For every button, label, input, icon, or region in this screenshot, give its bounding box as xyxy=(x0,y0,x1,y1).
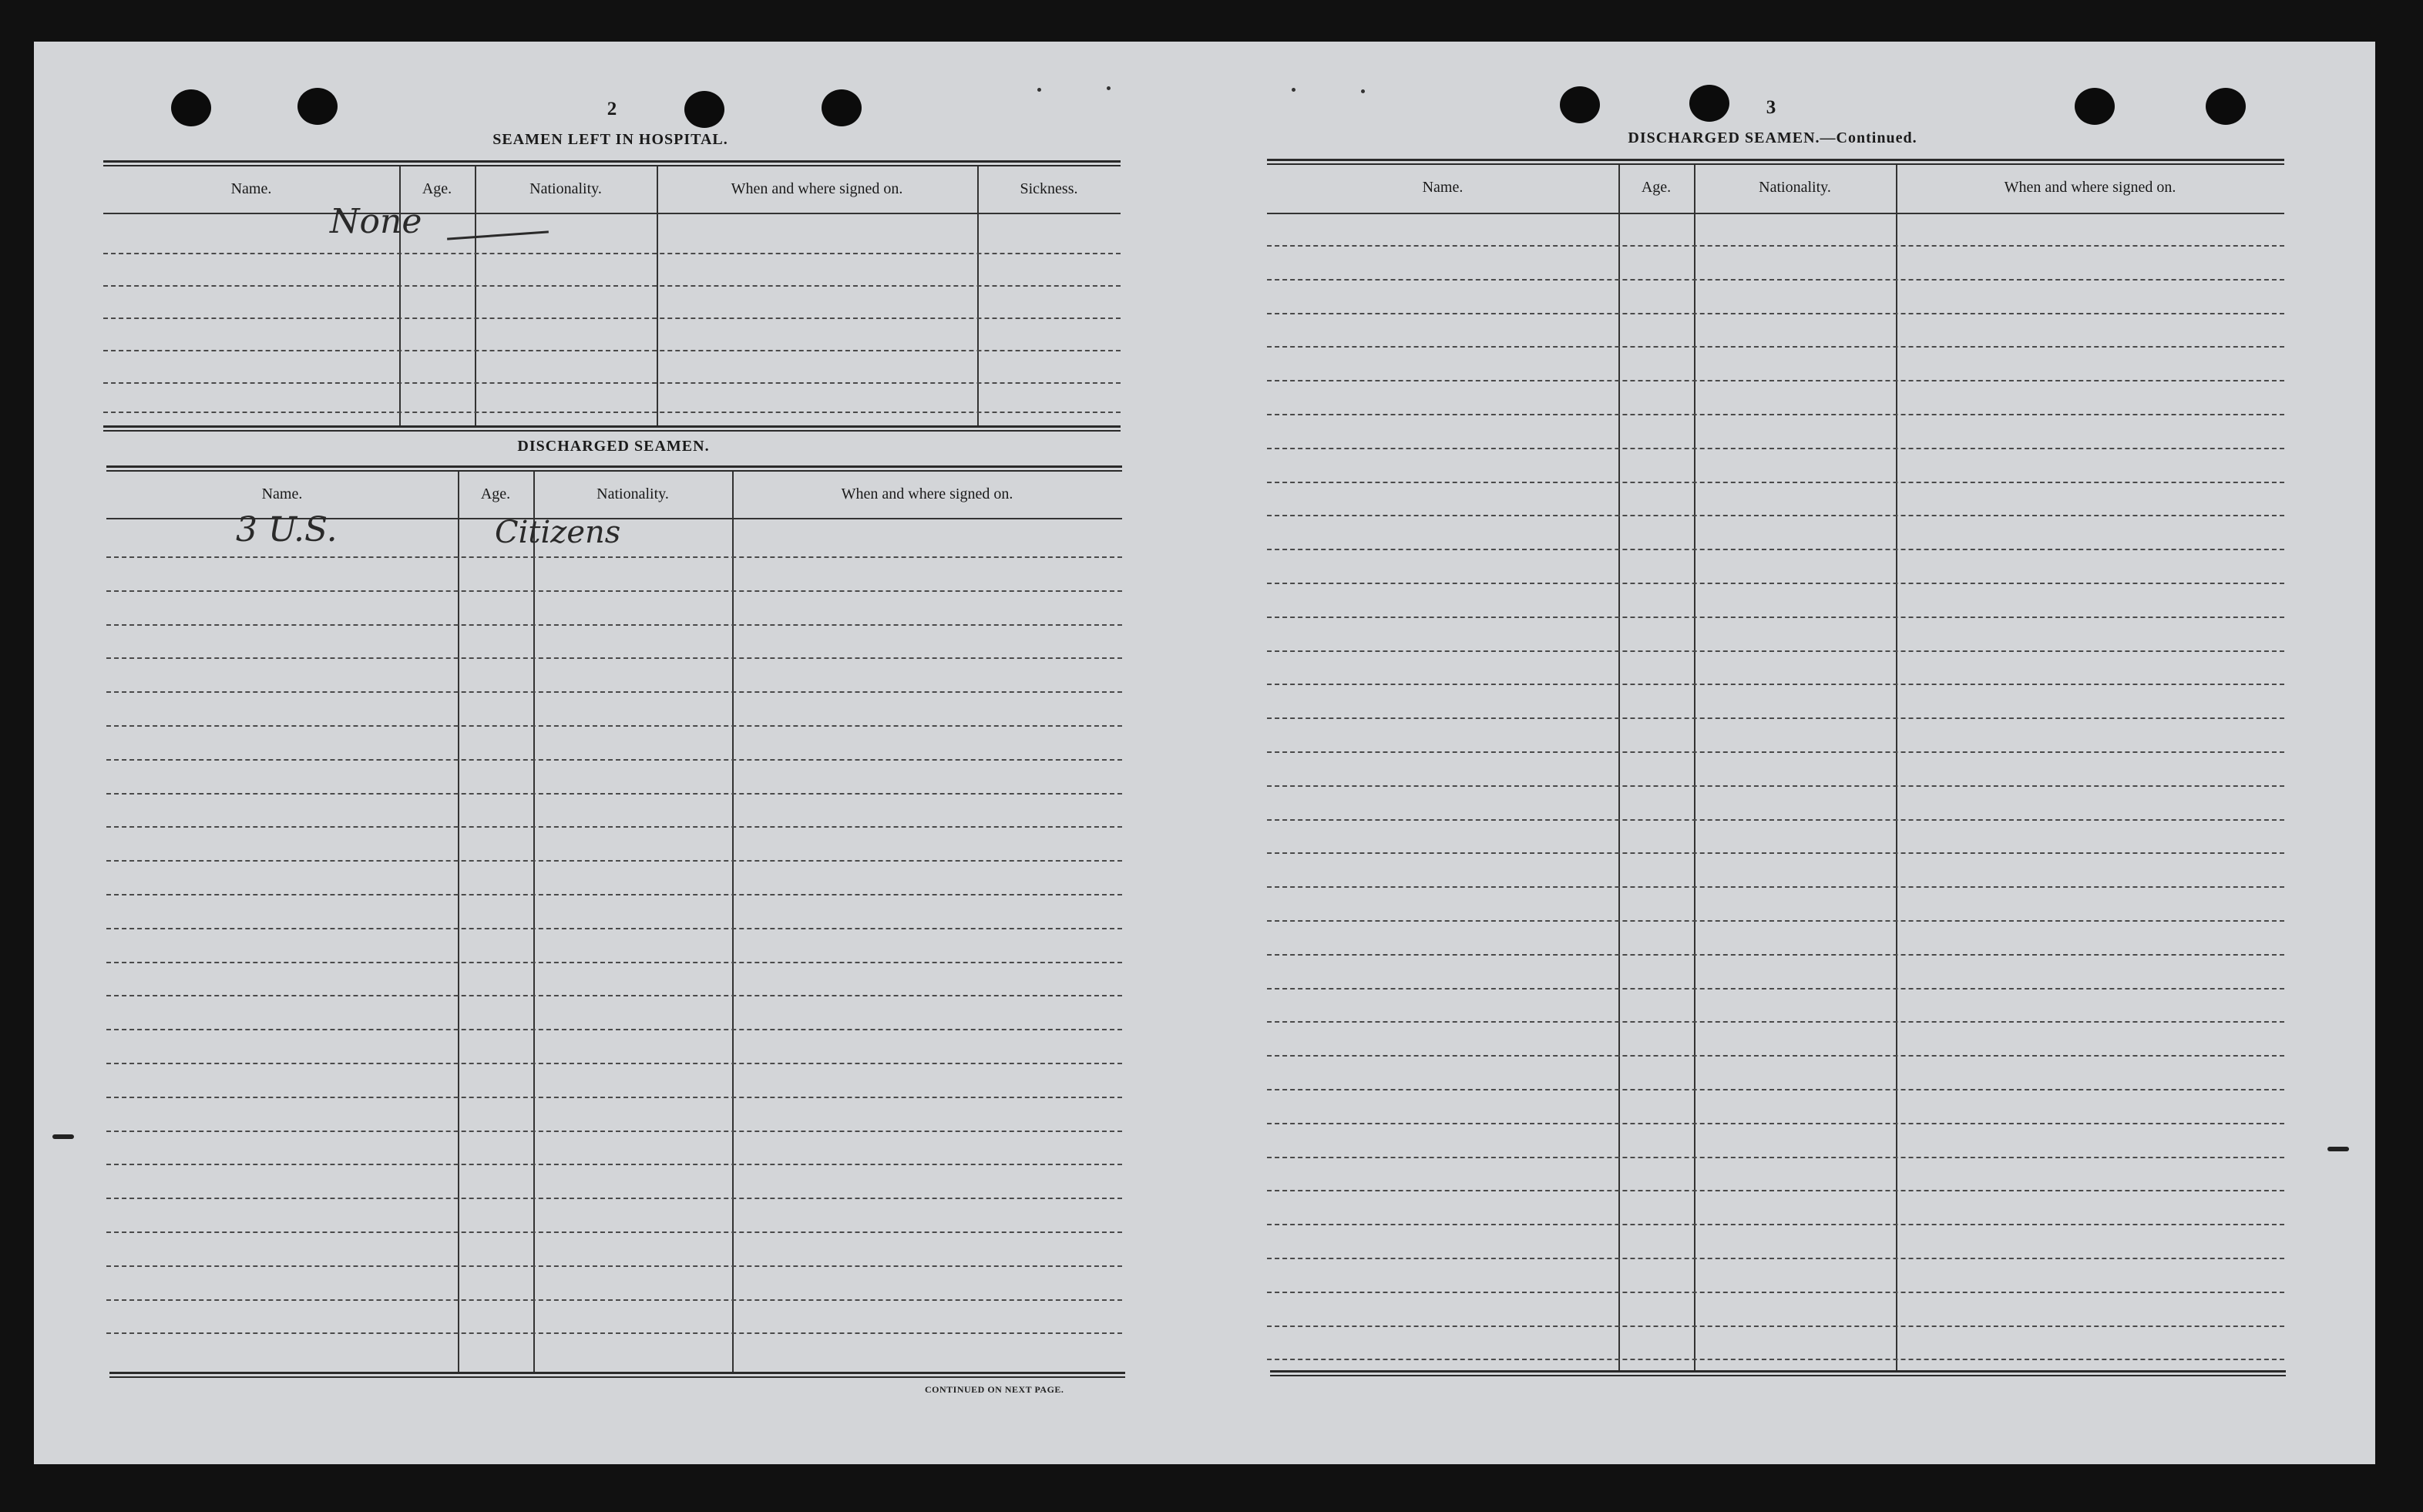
punch-hole xyxy=(1689,85,1729,122)
entry-line xyxy=(1267,1258,2284,1259)
handwritten-nationality: Citizens xyxy=(495,515,621,550)
entry-line xyxy=(106,725,1122,727)
entry-line xyxy=(106,691,1122,693)
entry-line xyxy=(106,759,1122,761)
entry-line xyxy=(103,253,1121,254)
entry-line xyxy=(1267,717,2284,719)
entry-line xyxy=(1267,1123,2284,1124)
entry-line xyxy=(1267,482,2284,483)
col-header-age: Age. xyxy=(480,486,511,502)
entry-line xyxy=(1267,650,2284,652)
entry-line xyxy=(1267,819,2284,821)
col-header-signed-on: When and where signed on. xyxy=(841,486,1013,502)
col-header-name: Name. xyxy=(261,486,303,502)
entry-line xyxy=(106,860,1122,862)
entry-line xyxy=(1267,1224,2284,1225)
table-bottom-rule xyxy=(103,425,1121,432)
col-header-nationality: Nationality. xyxy=(1759,179,1831,196)
entry-line xyxy=(1267,346,2284,348)
entry-line xyxy=(1267,954,2284,956)
entry-line xyxy=(106,1164,1122,1165)
entry-line xyxy=(1267,1089,2284,1090)
col-header-signed-on: When and where signed on. xyxy=(2004,179,2176,196)
speck xyxy=(1361,89,1365,93)
punch-hole xyxy=(2206,88,2246,125)
table-top-rule xyxy=(103,160,1121,166)
entry-line xyxy=(106,556,1122,558)
entry-line xyxy=(106,928,1122,929)
entry-line xyxy=(106,995,1122,996)
punch-hole xyxy=(684,91,724,128)
table-top-rule xyxy=(106,465,1122,472)
table-bottom-rule xyxy=(109,1372,1125,1378)
header-rule xyxy=(103,213,1121,214)
col-header-sickness: Sickness. xyxy=(1020,180,1078,197)
col-header-age: Age. xyxy=(1641,179,1672,196)
column-divider xyxy=(533,472,535,1373)
table-bottom-rule xyxy=(1270,1370,2286,1376)
entry-line xyxy=(1267,448,2284,449)
entry-line xyxy=(106,590,1122,592)
entry-line xyxy=(1267,1326,2284,1327)
punch-hole xyxy=(2075,88,2115,125)
table-top-rule xyxy=(1267,159,2284,165)
col-header-nationality: Nationality. xyxy=(597,486,669,502)
entry-line xyxy=(1267,785,2284,787)
entry-line xyxy=(106,826,1122,828)
entry-line xyxy=(106,1265,1122,1267)
entry-line xyxy=(106,1299,1122,1301)
entry-line xyxy=(1267,1359,2284,1360)
col-header-age: Age. xyxy=(422,180,452,197)
entry-line xyxy=(106,1097,1122,1098)
entry-line xyxy=(106,1332,1122,1334)
continued-footer: CONTINUED ON NEXT PAGE. xyxy=(925,1384,1064,1395)
document-page xyxy=(34,42,2375,1464)
entry-line xyxy=(103,382,1121,384)
entry-line xyxy=(1267,583,2284,584)
entry-line xyxy=(106,1198,1122,1199)
entry-line xyxy=(1267,852,2284,854)
punch-hole xyxy=(822,89,862,126)
entry-line xyxy=(1267,549,2284,550)
column-divider xyxy=(458,472,459,1373)
speck xyxy=(1037,88,1041,92)
entry-line xyxy=(1267,1021,2284,1023)
entry-line xyxy=(1267,1055,2284,1057)
entry-line xyxy=(1267,380,2284,381)
entry-line xyxy=(106,1131,1122,1132)
hospital-section-title: SEAMEN LEFT IN HOSPITAL. xyxy=(492,131,728,148)
header-rule xyxy=(1267,213,2284,214)
punch-hole xyxy=(171,89,211,126)
entry-line xyxy=(1267,988,2284,990)
column-divider xyxy=(475,166,476,425)
column-divider xyxy=(977,166,979,425)
punch-hole xyxy=(297,88,338,125)
entry-line xyxy=(1267,414,2284,415)
entry-line xyxy=(1267,920,2284,922)
entry-line xyxy=(1267,1157,2284,1158)
entry-line xyxy=(103,318,1121,319)
entry-line xyxy=(1267,245,2284,247)
entry-line xyxy=(106,962,1122,963)
entry-line xyxy=(1267,751,2284,753)
column-divider xyxy=(732,472,734,1373)
discharged-continued-title: DISCHARGED SEAMEN.—Continued. xyxy=(1628,129,1917,146)
handwritten-count: 3 U.S. xyxy=(236,510,338,549)
edge-mark xyxy=(2327,1147,2349,1151)
entry-line xyxy=(106,793,1122,795)
entry-line xyxy=(1267,1292,2284,1293)
entry-line xyxy=(1267,279,2284,281)
page-number: 3 xyxy=(1766,97,1776,118)
entry-line xyxy=(1267,684,2284,685)
col-header-signed-on: When and where signed on. xyxy=(731,180,903,197)
entry-line xyxy=(106,1231,1122,1233)
punch-hole xyxy=(1560,86,1600,123)
entry-line xyxy=(1267,886,2284,888)
col-header-name: Name. xyxy=(1422,179,1464,196)
entry-line xyxy=(106,657,1122,659)
handwritten-none: None xyxy=(330,202,422,241)
col-header-nationality: Nationality. xyxy=(529,180,602,197)
entry-line xyxy=(103,285,1121,287)
column-divider xyxy=(657,166,658,425)
entry-line xyxy=(1267,1190,2284,1191)
entry-line xyxy=(106,1063,1122,1064)
discharged-section-title: DISCHARGED SEAMEN. xyxy=(517,438,710,455)
speck xyxy=(1107,86,1111,90)
entry-line xyxy=(106,894,1122,895)
page-number: 2 xyxy=(607,99,617,119)
entry-line xyxy=(103,412,1121,413)
col-header-name: Name. xyxy=(230,180,272,197)
entry-line xyxy=(1267,617,2284,618)
entry-line xyxy=(103,350,1121,351)
entry-line xyxy=(1267,313,2284,314)
speck xyxy=(1292,88,1296,92)
edge-mark xyxy=(52,1134,74,1139)
entry-line xyxy=(1267,515,2284,516)
entry-line xyxy=(106,624,1122,626)
entry-line xyxy=(106,1029,1122,1030)
